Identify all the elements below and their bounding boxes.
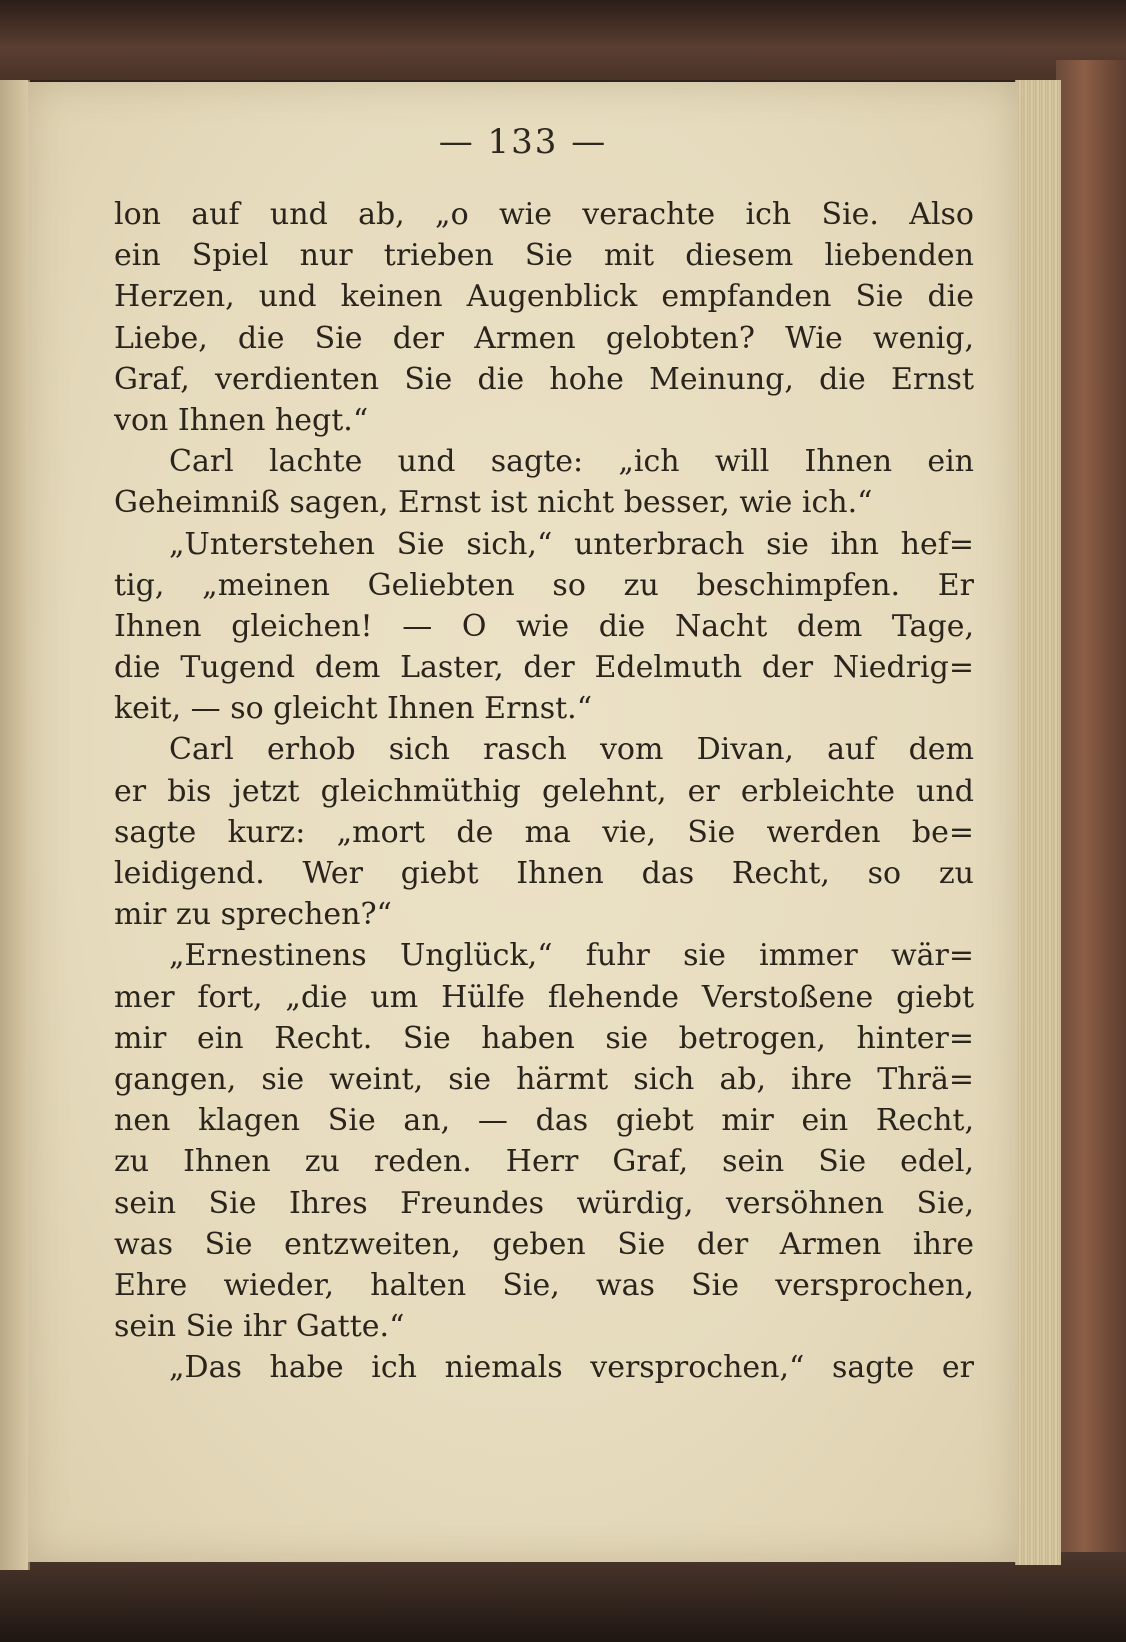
text-line: Graf, verdienten Sie die hohe Meinung, die Ernst (114, 361, 974, 397)
text-line: Liebe, die Sie der Armen gelobten? Wie wenig, (114, 320, 974, 356)
text-line: „Ernestinens Unglück,“ fuhr sie immer wär= (169, 938, 974, 974)
book-page (28, 82, 1018, 1562)
text-line: ein Spiel nur trieben Sie mit diesem liebenden (114, 238, 974, 274)
text-line: mir zu sprechen?“ (114, 897, 392, 933)
text-line: „Das habe ich niemals versprochen,“ sagte er (169, 1350, 974, 1386)
text-line: Carl erhob sich rasch vom Divan, auf dem (169, 732, 974, 768)
text-line: Geheimniß sagen, Ernst ist nicht besser, wie ich.“ (114, 485, 873, 521)
text-line: keit, — so gleicht Ihnen Ernst.“ (114, 691, 593, 727)
text-line: sein Sie ihr Gatte.“ (114, 1309, 405, 1345)
text-line: leidigend. Wer giebt Ihnen das Recht, so zu (114, 856, 974, 891)
text-line: was Sie entzweiten, geben Sie der Armen ihre (114, 1226, 974, 1262)
text-line: sagte kurz: „mort de ma vie, Sie werden be= (114, 814, 974, 850)
page-body-text (114, 194, 974, 1388)
text-line: mer fort, „die um Hülfe flehende Verstoßene giebt (114, 979, 974, 1015)
text-line: lon auf und ab, „o wie verachte ich Sie. Also (114, 197, 974, 232)
text-line: Ehre wieder, halten Sie, was Sie versprochen, (114, 1267, 974, 1303)
text-line: „Unterstehen Sie sich,“ unterbrach sie ihn hef= (169, 526, 974, 562)
book-cover-right (1056, 60, 1126, 1642)
text-line: Carl lachte und sagte: „ich will Ihnen ein (169, 444, 974, 480)
text-line: gangen, sie weint, sie härmt sich ab, ihre Thrä= (114, 1061, 974, 1097)
text-line: Ihnen gleichen! — O wie die Nacht dem Tage, (114, 608, 974, 644)
text-line: die Tugend dem Laster, der Edelmuth der Niedrig= (114, 650, 974, 686)
text-line: tig, „meinen Geliebten so zu beschimpfen. Er (114, 567, 974, 603)
text-line: Herzen, und keinen Augenblick empfanden Sie die (114, 279, 974, 315)
text-line: von Ihnen hegt.“ (114, 402, 369, 438)
text-line: er bis jetzt gleichmüthig gelehnt, er erbleichte und (114, 773, 974, 809)
page-number: — 133 — (438, 122, 608, 162)
book-cover-bottom (0, 1552, 1126, 1642)
page-stack-edges (1015, 80, 1061, 1565)
text-line: sein Sie Ihres Freundes würdig, versöhnen Sie, (114, 1185, 974, 1221)
text-line: nen klagen Sie an, — das giebt mir ein Recht, (114, 1103, 974, 1139)
book-cover-top (0, 0, 1126, 80)
text-line: mir ein Recht. Sie haben sie betrogen, hinter= (114, 1020, 974, 1056)
text-line: zu Ihnen zu reden. Herr Graf, sein Sie edel, (114, 1144, 974, 1180)
left-page-edge (0, 80, 30, 1570)
